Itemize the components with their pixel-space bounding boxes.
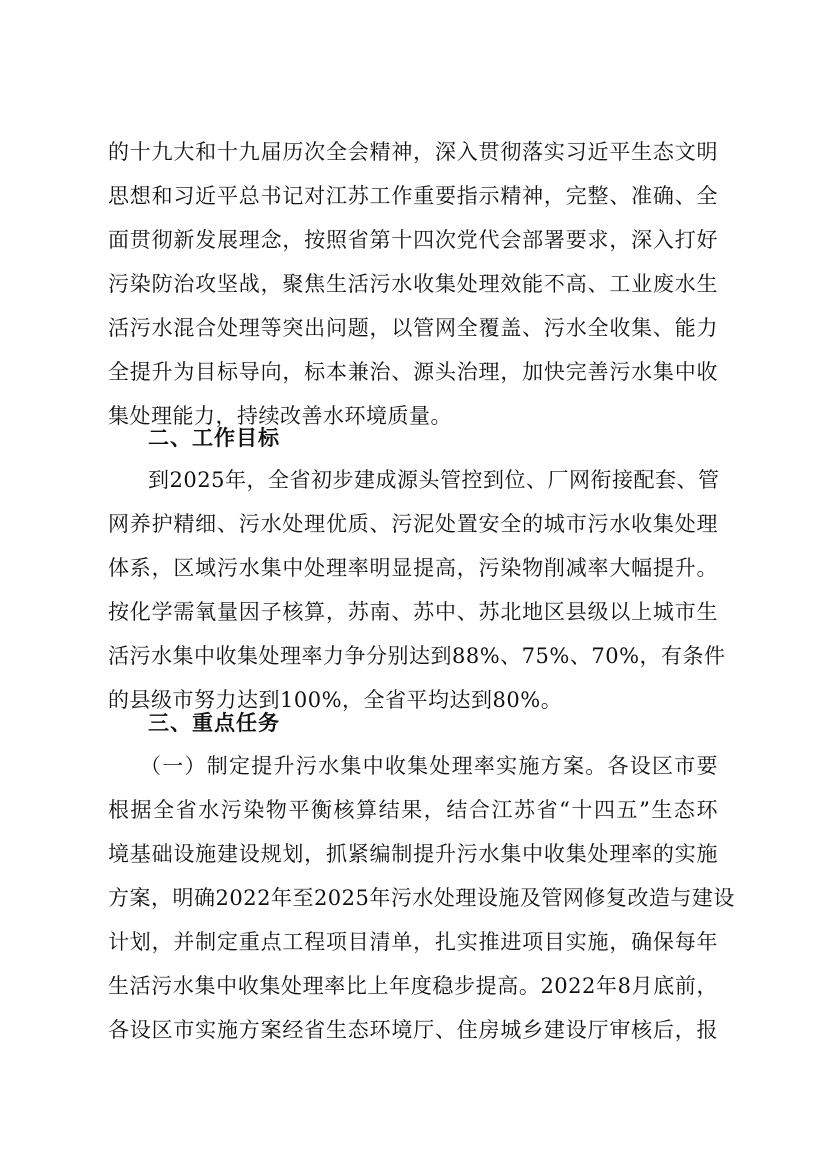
text-line: 活污水混合处理等突出问题，以管网全覆盖、污水全收集、能力 bbox=[108, 316, 718, 340]
text-line: 活污水集中收集处理率力争分别达到88%、75%、70%，有条件 bbox=[108, 644, 726, 668]
text-line: 思想和习近平总书记对江苏工作重要指示精神，完整、准确、全 bbox=[108, 184, 718, 208]
text-line: 体系，区域污水集中处理率明显提高，污染物削减率大幅提升。 bbox=[108, 556, 718, 580]
text-line: 污染防治攻坚战，聚焦生活污水收集处理效能不高、工业废水生 bbox=[108, 272, 718, 296]
text-line: 方案，明确2022年至2025年污水处理设施及管网修复改造与建设 bbox=[108, 886, 735, 910]
text-line: 集处理能力，持续改善水环境质量。 bbox=[108, 404, 452, 428]
text-line: 的十九大和十九届历次全会精神，深入贯彻落实习近平生态文明 bbox=[108, 140, 718, 164]
text-line: 生活污水集中收集处理率比上年度稳步提高。2022年8月底前， bbox=[108, 974, 718, 998]
text-line: 计划，并制定重点工程项目清单，扎实推进项目实施，确保每年 bbox=[108, 930, 718, 954]
text-line: 全提升为目标导向，标本兼治、源头治理，加快完善污水集中收 bbox=[108, 360, 718, 384]
text-line: 面贯彻新发展理念，按照省第十四次党代会部署要求，深入打好 bbox=[108, 228, 718, 252]
section-heading-tasks: 三、重点任务 bbox=[148, 711, 280, 735]
text-line: 根据全省水污染物平衡核算结果，结合江苏省“十四五”生态环 bbox=[108, 798, 718, 822]
section-heading-goals: 二、工作目标 bbox=[148, 426, 280, 450]
text-line: 各设区市实施方案经省生态环境厅、住房城乡建设厅审核后，报 bbox=[108, 1018, 718, 1042]
text-line: （一）制定提升污水集中收集处理率实施方案。各设区市要 bbox=[140, 754, 718, 778]
text-line: 按化学需氧量因子核算，苏南、苏中、苏北地区县级以上城市生 bbox=[108, 600, 718, 624]
text-line: 境基础设施建设规划，抓紧编制提升污水集中收集处理率的实施 bbox=[108, 842, 718, 866]
text-line: 的县级市努力达到100%，全省平均达到80%。 bbox=[108, 688, 563, 712]
text-line: 网养护精细、污水处理优质、污泥处置安全的城市污水收集处理 bbox=[108, 512, 718, 536]
text-line: 到2025年，全省初步建成源头管控到位、厂网衔接配套、管 bbox=[148, 468, 720, 492]
